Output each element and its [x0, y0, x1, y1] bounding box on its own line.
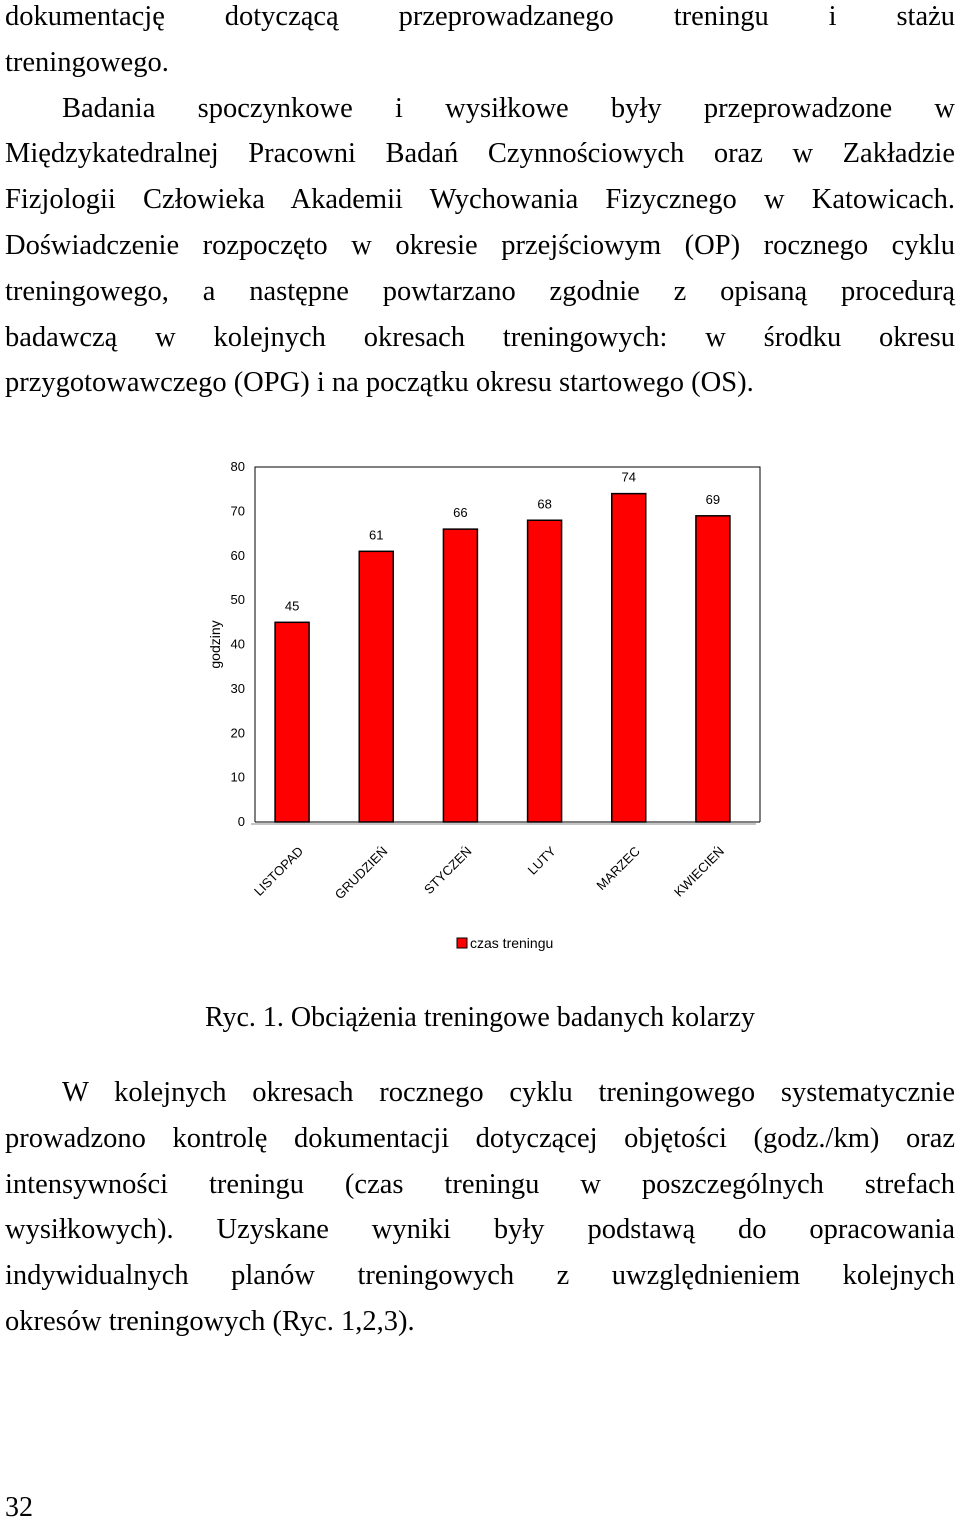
plot-area: [207, 459, 760, 951]
legend-label: czas treningu: [470, 935, 554, 951]
x-tick-label: GRUDZIEŃ: [331, 843, 391, 903]
bar: [359, 551, 393, 822]
bar: [612, 494, 646, 822]
intro-paragraph: [5, 0, 955, 406]
y-tick-label: 40: [230, 636, 245, 652]
x-tick-label: LISTOPAD: [250, 843, 307, 899]
text-line: dokumentację dotyczącą przeprowadzanego treningu i stażu: [5, 1, 955, 32]
text-line: W kolejnych okresach rocznego cyklu treningowego systematycznie: [62, 1077, 955, 1108]
y-tick-label: 0: [237, 814, 245, 829]
bar: [528, 520, 562, 822]
text-line: indywidualnych planów treningowych z uwzględnieniem kolejnych: [5, 1260, 955, 1292]
y-tick-label: 60: [230, 547, 245, 563]
x-tick-label: KWIECIEŃ: [670, 843, 728, 900]
text-line: wysiłkowych). Uzyskane wyniki były podstawą do opracowania: [5, 1214, 955, 1246]
text-line: prowadzono kontrolę dokumentacji dotyczącej objętości (godz./km) oraz: [5, 1122, 955, 1154]
y-tick-label: 70: [230, 503, 245, 519]
y-tick-label: 30: [230, 680, 245, 696]
text-line: Badania spoczynkowe i wysiłkowe były przeprowadzone w: [62, 92, 955, 124]
bar: [443, 529, 477, 822]
x-tick-label: MARZEC: [593, 843, 643, 893]
page-number: 32: [5, 1492, 33, 1523]
bar: [696, 516, 730, 822]
bar: [275, 622, 309, 822]
text-line: przygotowawczego (OPG) i na początku okresu startowego (OS).: [5, 367, 754, 399]
training-load-chart: [195, 450, 795, 970]
text-line: treningowego.: [5, 46, 169, 78]
text-line: Fizjologii Człowieka Akademii Wychowania Fizycznego w Katowicach.: [5, 184, 955, 216]
bar-value-label: 61: [369, 527, 384, 543]
text-line: okresów treningowych (Ryc. 1,2,3).: [5, 1305, 415, 1337]
y-axis-label: godziny: [207, 620, 223, 669]
text-line: treningowego, a następne powtarzano zgodnie z opisaną procedurą: [5, 275, 955, 307]
x-tick-label: STYCZEŃ: [421, 843, 475, 898]
text-line: Doświadczenie rozpoczęto w okresie przejściowym (OP) rocznego cyklu: [5, 229, 955, 261]
y-tick-label: 10: [230, 769, 245, 785]
text-line: badawczą w kolejnych okresach treningowych: w środku okresu: [5, 321, 955, 353]
figure-caption: Ryc. 1. Obciążenia treningowe badanych kolarzy: [204, 1002, 756, 1033]
text-line: Międzykatedralnej Pracowni Badań Czynnościowych oraz w Zakładzie: [5, 138, 955, 170]
bar-value-label: 74: [621, 469, 636, 485]
text-line: intensywności treningu (czas treningu w poszczególnych strefach: [5, 1168, 955, 1200]
plot-frame: [255, 467, 760, 822]
bar-value-label: 69: [705, 491, 721, 507]
y-tick-label: 50: [230, 592, 245, 608]
legend-swatch: [457, 938, 467, 948]
bar-value-label: 68: [537, 496, 552, 512]
x-tick-label: LUTY: [524, 843, 559, 878]
y-tick-label: 80: [230, 459, 245, 474]
results-paragraph: [5, 1070, 955, 1345]
y-tick-label: 20: [230, 725, 245, 741]
bar-value-label: 45: [284, 598, 300, 614]
bar-value-label: 66: [453, 505, 468, 521]
